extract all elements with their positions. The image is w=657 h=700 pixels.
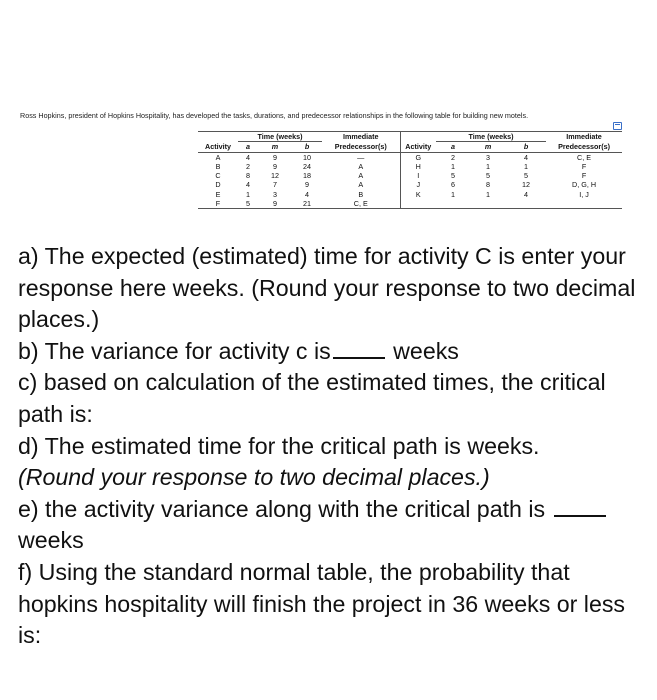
question-d-note: (Round your response to two decimal places.): [18, 464, 490, 491]
question-c: c) based on calculation of the estimated times, the critical path is:: [18, 369, 606, 427]
table-cell-b: 24: [303, 161, 311, 171]
table-cell-a: 1: [451, 189, 456, 199]
table-cell-m: 1: [486, 161, 491, 171]
table-cell-b: 4: [524, 152, 529, 162]
table-row: [198, 162, 622, 171]
table-cell-m: 3: [273, 189, 277, 199]
table-cell-activity: [400, 199, 436, 209]
table-cell-pred: C, E: [322, 199, 400, 209]
table-cell-b: 1: [524, 161, 529, 171]
expand-icon[interactable]: [613, 122, 622, 130]
table-cell-m: 9: [273, 161, 277, 171]
table-cell-a: 2: [246, 161, 250, 171]
table-cell-a: [436, 199, 470, 209]
activity-table: [198, 131, 622, 209]
table-header-row-2: [198, 142, 622, 152]
table-cell-pred: I, J: [579, 189, 589, 199]
predecessor-header: Predecessor(s): [546, 142, 622, 152]
table-cell-activity: D: [215, 180, 221, 190]
question-a: a) The expected (estimated) time for activity C is enter your response here weeks. (Round your response to two decimal places.): [18, 243, 636, 333]
table-cell-m: 9: [258, 199, 292, 209]
table-cell-a: 5: [451, 171, 456, 181]
table-cell-pred: B: [358, 189, 364, 199]
table-row: [198, 152, 622, 162]
table-cell-m: 8: [486, 180, 491, 190]
table-cell-pred: [546, 199, 622, 209]
immediate-header: Immediate: [322, 132, 400, 142]
table-cell-m: 1: [486, 189, 491, 199]
answer-blank-e[interactable]: [554, 495, 606, 517]
table-cell-m: 5: [486, 171, 491, 181]
table-row: [198, 171, 622, 180]
table-cell-pred: F: [581, 161, 587, 171]
intro-text: Ross Hopkins, president of Hopkins Hospitality, has developed the tasks, durations, and predecessor relationships in the following table for building new motels.: [20, 111, 529, 120]
a-header: a: [238, 142, 258, 152]
b-header: b: [292, 142, 322, 152]
activity-header: Activity: [400, 142, 436, 152]
table-cell-b: 4: [305, 189, 309, 199]
a-header: a: [436, 142, 470, 152]
table-cell-activity: H: [400, 162, 436, 171]
table-cell-a: 8: [246, 171, 250, 181]
predecessor-header: Predecessor(s): [322, 142, 400, 152]
table-cell-a: 4: [246, 152, 250, 162]
table-row: [198, 190, 622, 199]
time-weeks-header: Time (weeks): [238, 132, 322, 142]
table-cell-activity: B: [215, 161, 221, 171]
questions-block: [18, 241, 648, 652]
table-cell-b: 9: [305, 180, 309, 190]
question-e: e) the activity variance along with the critical path is weeks: [18, 494, 648, 557]
table-cell-m: 7: [273, 180, 277, 190]
table-row: [198, 199, 622, 209]
answer-blank-b[interactable]: [333, 337, 385, 359]
table-cell-a: 1: [246, 189, 250, 199]
table-cell-pred: D, G, H: [572, 180, 597, 190]
table-cell-activity: K: [400, 190, 436, 199]
table-cell-b: 10: [303, 152, 311, 162]
table-cell-pred: —: [357, 152, 365, 162]
table-cell-m: 3: [486, 152, 491, 162]
table-cell-b: 4: [524, 189, 529, 199]
table-cell-b: 18: [303, 171, 311, 181]
table-cell-pred: A: [358, 180, 364, 190]
table-cell-a: 6: [451, 180, 456, 190]
table-cell-activity: C: [215, 171, 221, 181]
table-cell-m: [470, 199, 506, 209]
table-cell-m: 12: [271, 171, 279, 181]
table-cell-activity: J: [400, 180, 436, 189]
table-cell-activity: I: [400, 171, 436, 180]
table-cell-b: 12: [522, 180, 531, 190]
table-cell-b: 5: [524, 171, 529, 181]
question-b: b) The variance for activity c is weeks: [18, 337, 459, 364]
table-cell-activity: E: [215, 189, 221, 199]
immediate-header: Immediate: [546, 132, 622, 142]
table-cell-pred: A: [358, 171, 364, 181]
table-row: [198, 180, 622, 189]
table-cell-activity: A: [215, 152, 221, 162]
table-cell-activity: F: [198, 199, 238, 209]
table-header-row-1: [198, 132, 622, 142]
table-cell-b: [506, 199, 546, 209]
table-cell-a: 1: [451, 161, 456, 171]
table-cell-a: 2: [451, 152, 456, 162]
table-cell-b: 21: [292, 199, 322, 209]
question-d: d) The estimated time for the critical path is weeks.: [18, 432, 540, 459]
table-cell-m: 9: [273, 152, 277, 162]
m-header: m: [258, 142, 292, 152]
b-header: b: [506, 142, 546, 152]
activity-header: Activity: [198, 142, 238, 152]
table-cell-pred: C, E: [577, 152, 592, 162]
table-cell-activity: G: [400, 152, 436, 162]
table-cell-a: 4: [246, 180, 250, 190]
table-cell-a: 5: [238, 199, 258, 209]
question-f: f) Using the standard normal table, the probability that hopkins hospitality will finish the project in 36 weeks or less is:: [18, 558, 626, 649]
table-cell-pred: A: [358, 161, 364, 171]
time-weeks-header: Time (weeks): [436, 132, 546, 142]
table-cell-pred: F: [581, 171, 587, 181]
m-header: m: [470, 142, 506, 152]
